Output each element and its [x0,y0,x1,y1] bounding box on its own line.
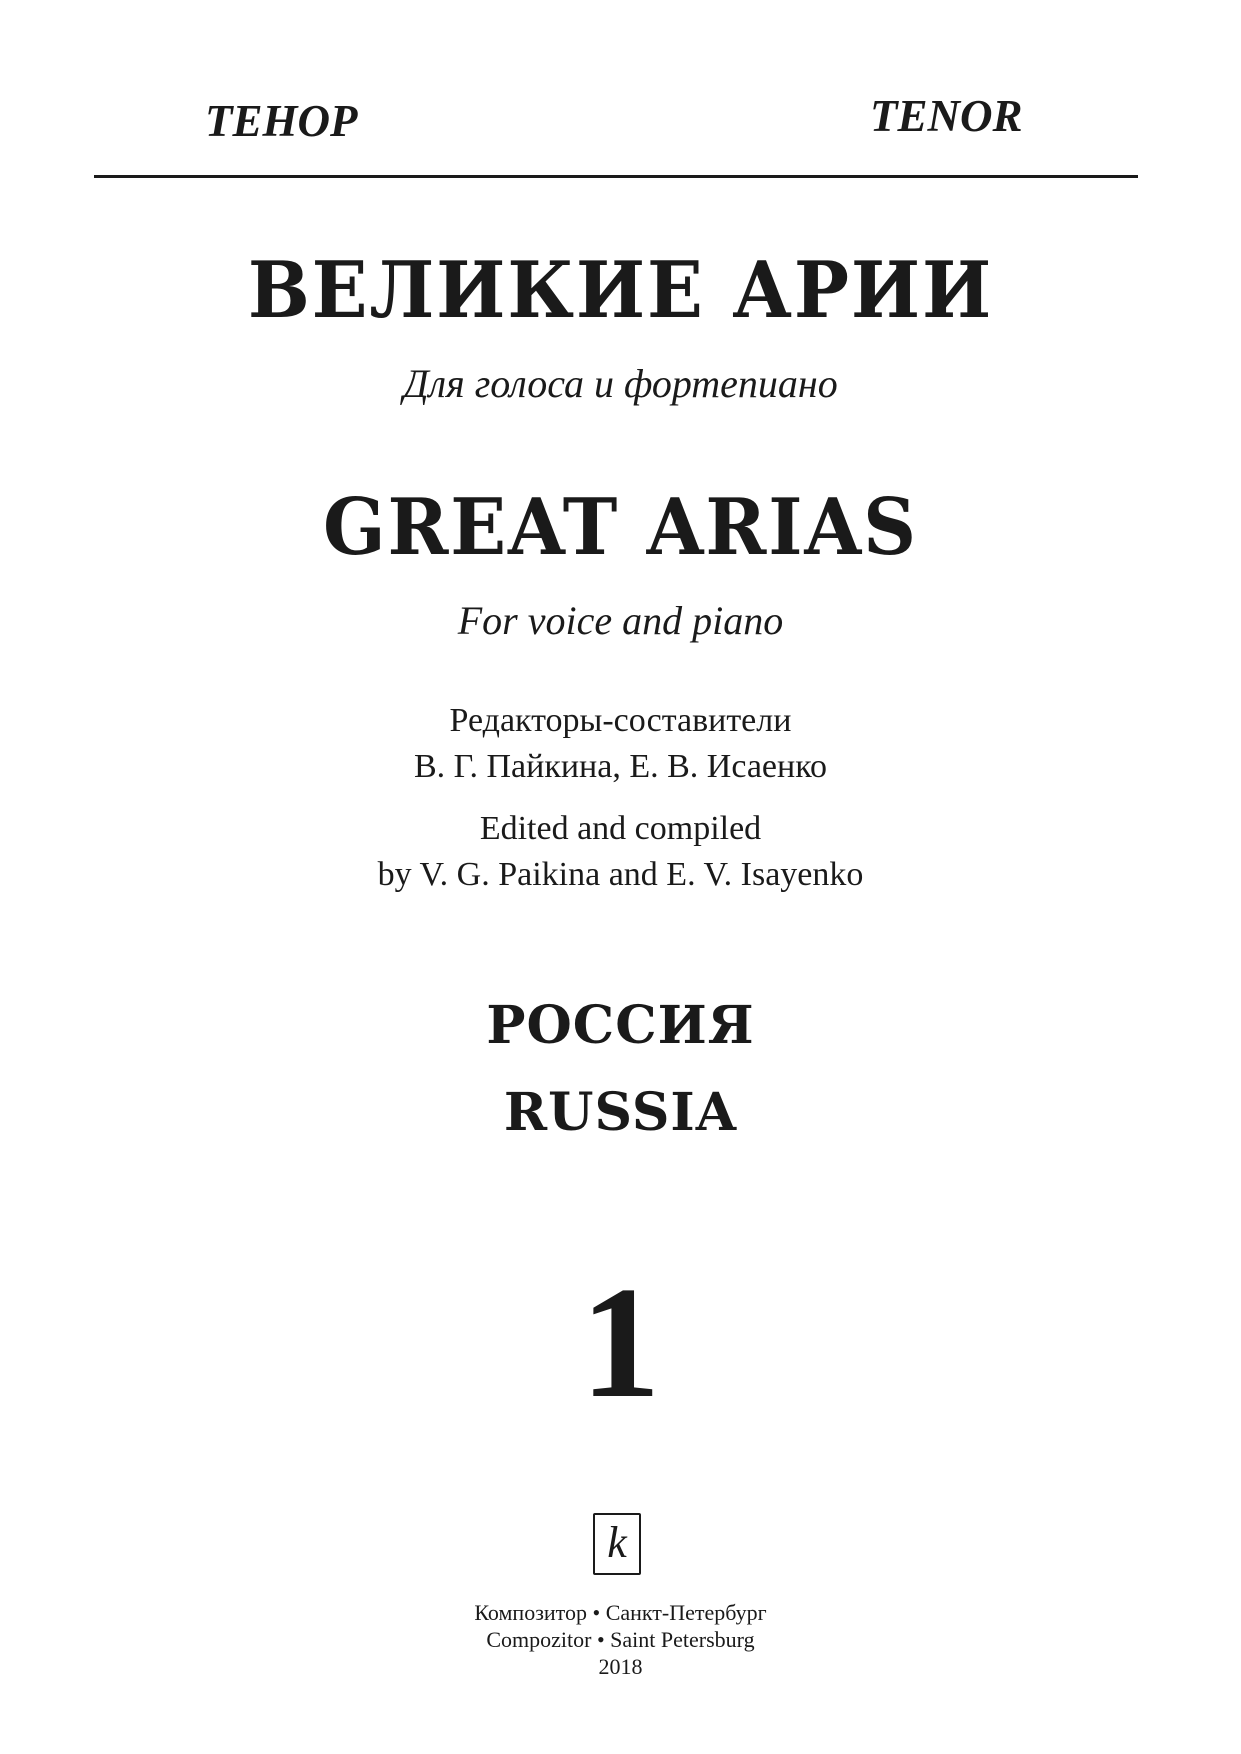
country-en: RUSSIA [503,1082,738,1143]
editors-en-heading: Edited and compiled [479,810,762,847]
publisher-line-ru: Композитор • Санкт-Петербург [474,1600,767,1625]
voice-label-en: TENOR [870,91,1023,141]
publisher-logo [593,1513,641,1575]
editors-ru-names: В. Г. Пайкина, Е. В. Исаенко [413,748,827,785]
subtitle-en: For voice and piano [457,598,784,643]
publisher-logo-letter: k [607,1518,627,1567]
title-ru: ВЕЛИКИЕ АРИИ [247,245,994,336]
voice-label-ru: ТЕНОР [205,96,358,146]
country-ru: РОССИЯ [486,995,755,1056]
publication-year: 2018 [598,1654,643,1679]
editors-en-names: by V. G. Paikina and E. V. Isayenko [377,856,864,893]
title-en: GREAT ARIAS [322,482,919,573]
editors-ru-heading: Редакторы-составители [449,702,792,739]
subtitle-ru: Для голоса и фортепиано [403,361,838,406]
publisher-line-en: Compozitor • Saint Petersburg [486,1627,755,1652]
header-rule [94,175,1138,178]
volume-number: 1 [580,1253,661,1431]
